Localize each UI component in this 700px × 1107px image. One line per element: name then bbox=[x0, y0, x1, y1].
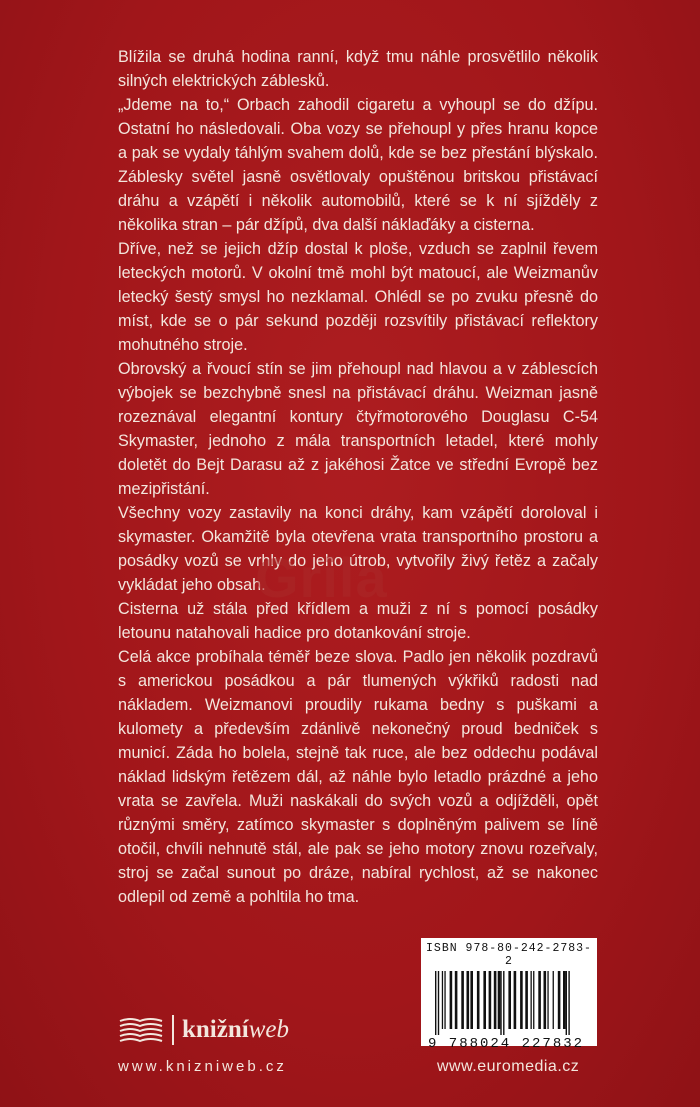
barcode-bar bbox=[525, 971, 528, 1029]
barcode-bar bbox=[489, 971, 492, 1029]
paragraph: Blížila se druhá hodina ranní, když tmu náhle prosvětlilo několik silných elektrických záblesků. bbox=[118, 48, 598, 90]
barcode-bar bbox=[455, 971, 458, 1029]
paragraph: Dříve, než se jejich džíp dostal k ploše, vzduch se zaplnil řevem leteckých motorů. V okolní tmě mohl být matoucí, ale Weizmanův letecký šestý smysl ho nezklamal. Ohlédl se po zvuku přesně do míst, kde se o pár sekund později rozsvítily přistávací reflektory mohutného stroje. bbox=[118, 240, 598, 354]
barcode-bar bbox=[531, 971, 532, 1029]
barcode-bar bbox=[533, 971, 534, 1029]
barcode-bar bbox=[444, 971, 445, 1029]
publisher-name-main: knižní bbox=[182, 1016, 249, 1043]
barcode-bar bbox=[503, 971, 504, 1035]
publisher-name bbox=[182, 1016, 289, 1044]
barcode-bar bbox=[494, 971, 497, 1029]
barcode-bar bbox=[483, 971, 486, 1029]
barcode-bar bbox=[442, 971, 443, 1029]
ean-digits: 9 788024 227832 bbox=[428, 1036, 585, 1052]
barcode-bar bbox=[461, 971, 464, 1029]
barcode-bar bbox=[508, 971, 511, 1029]
publisher-name-accent: web bbox=[248, 1016, 289, 1043]
barcode-label bbox=[421, 938, 597, 1052]
paragraph: Obrovský a řvoucí stín se jim přehoupl nad hlavou a v záblescích výbojek se bezchybně snesl na přistávací dráhu. Weizman jasně rozeznával elegantní kontury čtyřmotorového Douglasu C-54 Skymaster, jednoho z mála transportních letadel, které mohly doletět do Bejt Darasu až z jakéhosi Žatce ve střední Evropě bez mezipřistání. bbox=[118, 360, 598, 498]
barcode-bar bbox=[558, 971, 561, 1029]
paragraph: Všechny vozy zastavily na konci dráhy, kam vzápětí doroloval i skymaster. Okamžitě byla otevřena vrata transportního prostoru a posádky vozů se vrhly do jeho útrob, vytvořily živý řetěz a začaly vykládat jeho obsah. bbox=[118, 504, 598, 594]
barcode-bar bbox=[566, 971, 567, 1035]
barcode-bar bbox=[438, 971, 439, 1035]
barcode-bars bbox=[427, 971, 591, 1035]
isbn-text: ISBN 978-80-242-2783-2 bbox=[426, 942, 592, 968]
paragraph: Cisterna už stála před křídlem a muži z ní s pomocí posádky letounu natahovali hadice pro dotankování stroje. bbox=[118, 600, 598, 642]
barcode-bar bbox=[450, 971, 453, 1029]
logo-divider bbox=[172, 1015, 174, 1045]
publisher-logo bbox=[118, 1010, 289, 1050]
barcode-bar bbox=[467, 971, 470, 1029]
barcode-bar bbox=[514, 971, 517, 1029]
books-icon bbox=[118, 1015, 164, 1045]
barcode-bar bbox=[568, 971, 569, 1035]
barcode-bar bbox=[553, 971, 554, 1029]
barcode-bar bbox=[500, 971, 501, 1035]
paragraph: „Jdeme na to,“ Orbach zahodil cigaretu a vyhoupl se do džípu. Ostatní ho následovali. Oba vozy se přehoupl y přes hranu kopce a pak se vydaly táhlým svahem dolů, kde se bez přestání blýskalo. Záblesky světel jasně osvětlovaly opuštěnou britskou přistávací dráhu a vzápětí i několik automobilů, které se k ní sjížděly z několika stran – pár džípů, dva další náklaďáky a cisterna. bbox=[118, 96, 598, 234]
barcode-bar bbox=[563, 971, 566, 1029]
barcode-bar bbox=[538, 971, 541, 1029]
barcode-bar bbox=[520, 971, 523, 1029]
distributor-url[interactable]: www.euromedia.cz bbox=[437, 1058, 580, 1075]
watermark: Grila bbox=[255, 546, 388, 609]
barcode-bar bbox=[547, 971, 548, 1029]
blurb-text bbox=[118, 45, 598, 909]
barcode-bar bbox=[477, 971, 480, 1029]
barcode-bar bbox=[498, 971, 501, 1029]
publisher-url[interactable]: www.knizniweb.cz bbox=[118, 1058, 287, 1075]
barcode-bar bbox=[544, 971, 547, 1029]
barcode-bar bbox=[435, 971, 436, 1035]
barcode-bar bbox=[470, 971, 473, 1029]
paragraph: Celá akce probíhala téměř beze slova. Padlo jen několik pozdravů s americkou posádkou a pár tlumených výkřiků radosti nad nákladem. Weizmanovi proudily rukama bedny s puškami a kulomety a především zdánlivě nekonečný proud bedniček s municí. Záda ho bolela, stejně tak ruce, ale bez oddechu podával náklad lidským řetězem dál, až náhle bylo letadlo prázdné a jeho vrata se zavřela. Muži naskákali do svých vozů a odjížděli, opět různými směry, zatímco skymaster s doplněným palivem se líně otočil, chvíli nehnutě stál, ale pak se jeho motory znovu rozeřvaly, stroj se začal sunout po dráze, nabíral rychlost, až se nakonec odlepil od země a pohltila ho tma. bbox=[118, 648, 598, 906]
